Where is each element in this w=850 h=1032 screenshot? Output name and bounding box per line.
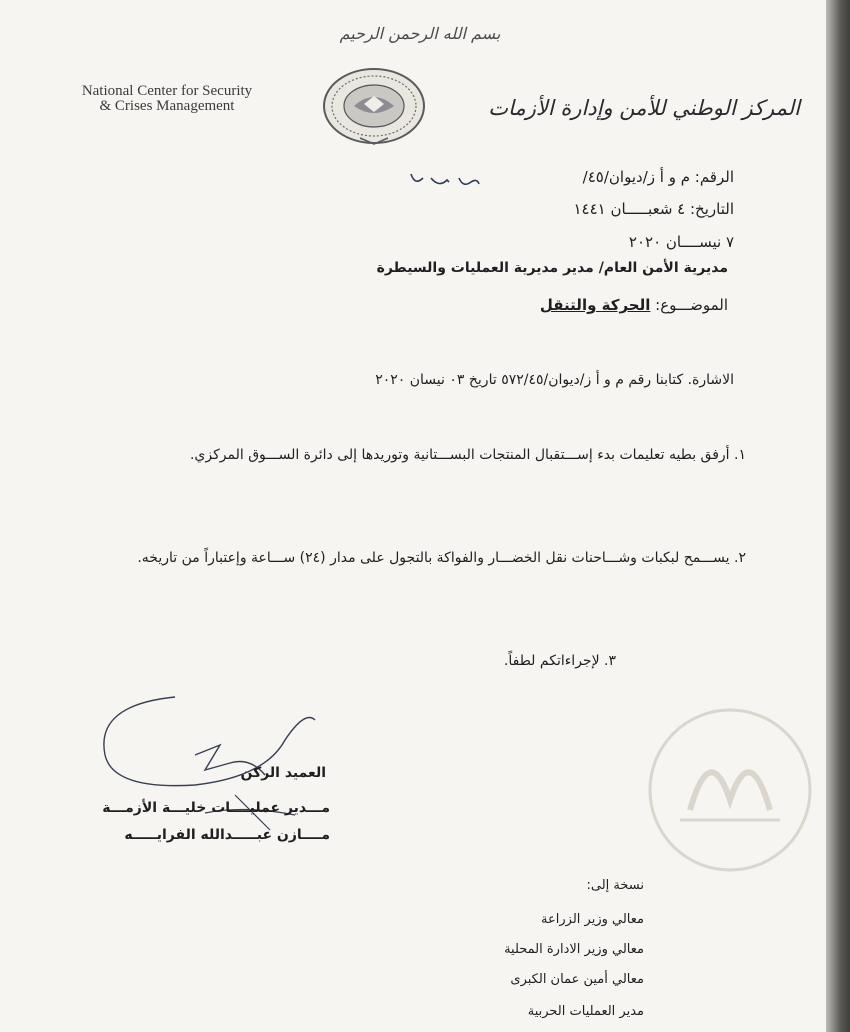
signer-rank: العميد الركن [240, 765, 326, 781]
subject-value: الحركة والتنقل [539, 296, 651, 314]
photo-background-edge [826, 0, 850, 1032]
addressee: مديرية الأمن العام/ مدير مديرية العمليات والسيطرة [376, 260, 728, 276]
signer-name: مــــازن عبـــــدالله الفرايـــــه [124, 827, 330, 843]
cc-item: مدير العمليات الحربية [527, 1004, 644, 1019]
paragraph-2: ٢. يســـمح لبكبات وشـــاحنات نقل الخضـــار والفواكة بالتجول على مدار (٢٤) ســـاعة وإعتباراً من تاريخه. [137, 550, 746, 566]
handwritten-number-icon [405, 168, 485, 192]
emblem-seal-icon [320, 66, 428, 146]
org-name-english [22, 84, 312, 114]
cc-label: نسخة إلى: [586, 878, 644, 893]
date-hijri: التاريخ: ٤ شعبـــــان ١٤٤١ [573, 200, 734, 218]
reference-note: الاشارة. كتابنا رقم م و أ ز/ديوان/٥٧٢/٤٥ تاريخ ٠٣ نيسان ٢٠٢٠ [375, 372, 734, 388]
reference-number: الرقم: م و أ ز/ديوان/٤٥/ [582, 168, 734, 186]
org-name-arabic: المركز الوطني للأمن وإدارة الأزمات [488, 96, 800, 120]
org-name-english-line2: & Crises Management [99, 98, 235, 114]
cc-item: معالي أمين عمان الكبرى [510, 972, 644, 987]
subject-label: الموضـــوع: [655, 296, 728, 314]
paragraph-1: ١. أرفق بطيه تعليمات بدء إســـتقبال المنتجات البســـتانية وتوريدها إلى دائرة الســـوق المركزي. [189, 447, 746, 463]
cc-item: معالي وزير الادارة المحلية [504, 942, 644, 957]
agriculture-stamp-icon [620, 700, 826, 890]
cc-item: معالي وزير الزراعة [541, 912, 644, 927]
date-gregorian: ٧ نيســــان ٢٠٢٠ [628, 233, 734, 251]
subject-line [128, 296, 728, 314]
org-name-english-line1: National Center for Security [81, 83, 253, 99]
paragraph-3: ٣. لإجراءاتكم لطفاً. [503, 653, 616, 669]
basmala: بسم الله الرحمن الرحيم [339, 24, 501, 43]
signer-position: مـــدير عمليــــات خليـــة الأزمـــة [102, 800, 330, 816]
